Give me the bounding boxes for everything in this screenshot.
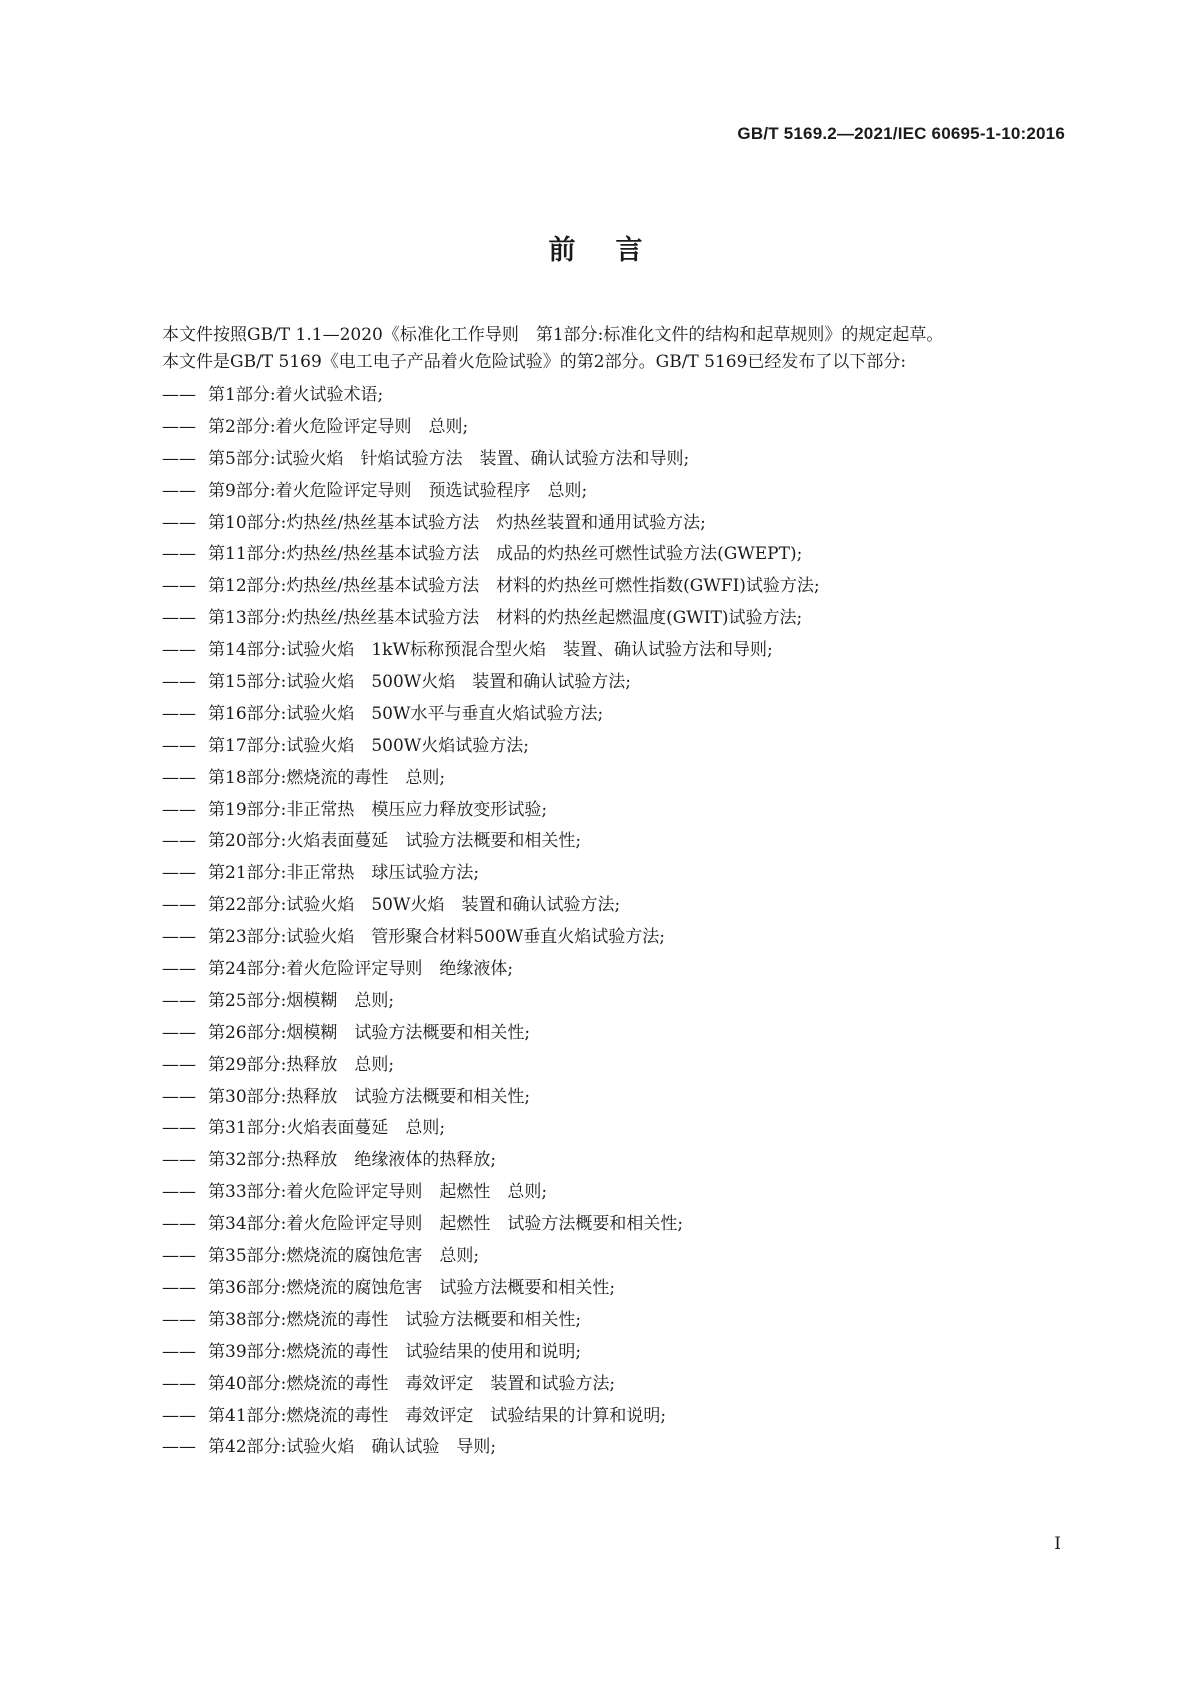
list-item-text: 第9部分:着火危险评定导则 预选试验程序 总则; (208, 480, 588, 501)
list-dash: —— (162, 799, 196, 820)
list-item (118, 699, 1072, 731)
parts-list (118, 380, 1072, 1464)
list-item (118, 1305, 1072, 1337)
list-dash: —— (162, 385, 196, 405)
list-dash: —— (162, 831, 196, 852)
list-dash: —— (162, 1437, 196, 1458)
list-item-text: 第36部分:燃烧流的腐蚀危害 试验方法概要和相关性; (208, 1277, 616, 1298)
list-dash: —— (162, 959, 196, 980)
list-item-text: 第23部分:试验火焰 管形聚合材料500W垂直火焰试验方法; (208, 927, 666, 948)
list-item-text: 第35部分:燃烧流的腐蚀危害 总则; (208, 1246, 480, 1267)
list-item (118, 1082, 1072, 1114)
list-item-text: 第5部分:试验火焰 针焰试验方法 装置、确认试验方法和导则; (208, 448, 690, 469)
list-item (118, 1050, 1072, 1082)
list-dash: —— (162, 1086, 196, 1107)
list-item (118, 954, 1072, 986)
list-item (118, 1145, 1072, 1177)
list-dash: —— (162, 1246, 196, 1267)
list-item-text: 第21部分:非正常热 球压试验方法; (208, 863, 480, 884)
list-item-text: 第11部分:灼热丝/热丝基本试验方法 成品的灼热丝可燃性试验方法(GWEPT); (208, 544, 803, 565)
list-item (118, 571, 1072, 603)
list-dash: —— (162, 767, 196, 788)
standard-code: GB/T 5169.2—2021/IEC 60695-1-10:2016 (737, 124, 1065, 143)
list-dash: —— (162, 640, 196, 661)
list-item-text: 第24部分:着火危险评定导则 绝缘液体; (208, 959, 514, 980)
list-item-text: 第30部分:热释放 试验方法概要和相关性; (208, 1086, 531, 1107)
list-item (118, 986, 1072, 1018)
list-item-text: 第17部分:试验火焰 500W火焰试验方法; (208, 735, 530, 756)
paragraph-drafting-rules: 本文件按照GB/T 1.1—2020《标准化工作导则 第1部分:标准化文件的结构和起草规则》的规定起草。 (162, 325, 944, 345)
list-item-text: 第34部分:着火危险评定导则 起燃性 试验方法概要和相关性; (208, 1214, 684, 1235)
list-item-text: 第42部分:试验火焰 确认试验 导则; (208, 1437, 497, 1458)
list-item-text: 第13部分:灼热丝/热丝基本试验方法 材料的灼热丝起燃温度(GWIT)试验方法; (208, 608, 803, 629)
list-dash: —— (162, 1054, 196, 1075)
list-item-text: 第25部分:烟模糊 总则; (208, 990, 395, 1011)
list-item (118, 380, 1072, 412)
list-dash: —— (162, 544, 196, 565)
list-item-text: 第16部分:试验火焰 50W水平与垂直火焰试验方法; (208, 703, 604, 724)
list-item-text: 第2部分:着火危险评定导则 总则; (208, 416, 469, 437)
list-dash: —— (162, 990, 196, 1011)
list-item (118, 539, 1072, 571)
list-item-text: 第12部分:灼热丝/热丝基本试验方法 材料的灼热丝可燃性指数(GWFI)试验方法; (208, 576, 820, 597)
list-item-text: 第14部分:试验火焰 1kW标称预混合型火焰 装置、确认试验方法和导则; (208, 640, 773, 661)
list-dash: —— (162, 1214, 196, 1235)
list-item-text: 第18部分:燃烧流的毒性 总则; (208, 767, 446, 788)
list-dash: —— (162, 703, 196, 724)
list-item-text: 第22部分:试验火焰 50W火焰 装置和确认试验方法; (208, 895, 621, 916)
list-dash: —— (162, 863, 196, 884)
list-dash: —— (162, 895, 196, 916)
list-item (118, 858, 1072, 890)
list-dash: —— (162, 512, 196, 533)
list-item (118, 1113, 1072, 1145)
list-item (118, 1177, 1072, 1209)
list-item (118, 603, 1072, 635)
list-item (118, 731, 1072, 763)
list-item-text: 第15部分:试验火焰 500W火焰 装置和确认试验方法; (208, 672, 632, 693)
list-dash: —— (162, 927, 196, 948)
list-item (118, 667, 1072, 699)
list-item (118, 1401, 1072, 1433)
list-dash: —— (162, 1341, 196, 1362)
list-item (118, 476, 1072, 508)
foreword-body (118, 322, 1072, 1464)
list-item (118, 1369, 1072, 1401)
list-item (118, 444, 1072, 476)
list-item-text: 第10部分:灼热丝/热丝基本试验方法 灼热丝装置和通用试验方法; (208, 512, 706, 533)
list-item-text: 第39部分:燃烧流的毒性 试验结果的使用和说明; (208, 1341, 582, 1362)
list-item-text: 第20部分:火焰表面蔓延 试验方法概要和相关性; (208, 831, 582, 852)
list-item (118, 508, 1072, 540)
list-dash: —— (162, 480, 196, 501)
list-item (118, 1273, 1072, 1305)
list-dash: —— (162, 576, 196, 597)
list-item (118, 1241, 1072, 1273)
list-item-text: 第40部分:燃烧流的毒性 毒效评定 装置和试验方法; (208, 1373, 616, 1394)
list-item (118, 1337, 1072, 1369)
list-dash: —— (162, 735, 196, 756)
list-dash: —— (162, 1182, 196, 1203)
list-item-text: 第1部分:着火试验术语; (208, 385, 384, 405)
list-item (118, 412, 1072, 444)
list-item-text: 第32部分:热释放 绝缘液体的热释放; (208, 1150, 497, 1171)
list-item (118, 826, 1072, 858)
list-dash: —— (162, 1277, 196, 1298)
list-item-text: 第38部分:燃烧流的毒性 试验方法概要和相关性; (208, 1309, 582, 1330)
list-item (118, 922, 1072, 954)
list-item-text: 第41部分:燃烧流的毒性 毒效评定 试验结果的计算和说明; (208, 1405, 667, 1426)
list-dash: —— (162, 1118, 196, 1139)
list-item-text: 第33部分:着火危险评定导则 起燃性 总则; (208, 1182, 548, 1203)
list-item-text: 第31部分:火焰表面蔓延 总则; (208, 1118, 446, 1139)
list-dash: —— (162, 608, 196, 629)
list-item-text: 第19部分:非正常热 模压应力释放变形试验; (208, 799, 548, 820)
list-item (118, 635, 1072, 667)
list-item-text: 第29部分:热释放 总则; (208, 1054, 395, 1075)
list-item (118, 795, 1072, 827)
page-number: I (1054, 1534, 1061, 1554)
list-item (118, 1018, 1072, 1050)
list-item (118, 763, 1072, 795)
list-dash: —— (162, 1022, 196, 1043)
list-dash: —— (162, 448, 196, 469)
list-dash: —— (162, 1373, 196, 1394)
list-dash: —— (162, 1405, 196, 1426)
page-title: 前言 (548, 235, 683, 266)
list-item (118, 1432, 1072, 1464)
list-item (118, 890, 1072, 922)
list-dash: —— (162, 416, 196, 437)
list-item (118, 1209, 1072, 1241)
list-dash: —— (162, 672, 196, 693)
list-dash: —— (162, 1309, 196, 1330)
list-item-text: 第26部分:烟模糊 试验方法概要和相关性; (208, 1022, 531, 1043)
list-dash: —— (162, 1150, 196, 1171)
paragraph-series-intro: 本文件是GB/T 5169《电工电子产品着火危险试验》的第2部分。GB/T 5169已经发布了以下部分: (162, 352, 907, 372)
